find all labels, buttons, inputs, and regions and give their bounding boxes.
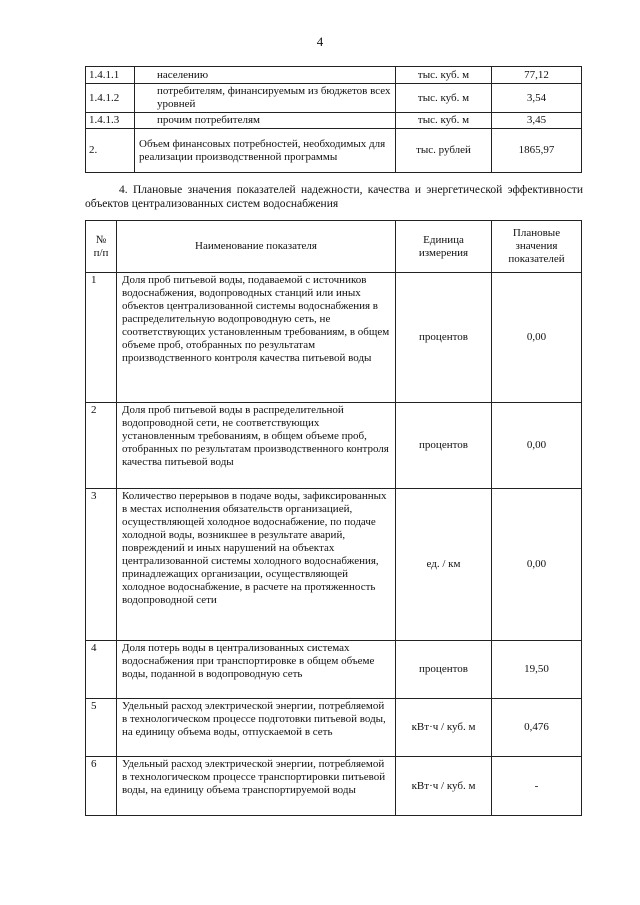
row-name: Доля потерь воды в централизованных системах водоснабжения при транспортировке в общем объеме воды, поданной в водопроводную сеть [117,641,396,699]
row-value: 3,54 [492,84,582,113]
row-unit: тыс. рублей [396,129,492,173]
row-unit: тыс. куб. м [396,84,492,113]
row-code: 2. [86,129,135,173]
row-value: 3,45 [492,113,582,129]
row-unit: тыс. куб. м [396,67,492,84]
table-row [86,84,582,113]
row-unit: кВт·ч / куб. м [396,699,492,757]
row-unit: ед. / км [396,489,492,641]
header-value: Плановые значения показателей [492,221,582,273]
section-heading: 4. Плановые значения показателей надежности, качества и энергетической эффективности объектов централизованных систем водоснабжения [85,184,583,210]
row-code: 1.4.1.2 [86,84,135,113]
row-unit: кВт·ч / куб. м [396,757,492,816]
row-name: населению [135,67,396,84]
row-num: 4 [86,641,117,699]
row-num: 3 [86,489,117,641]
table-row [86,273,582,403]
header-unit: Единица измерения [396,221,492,273]
row-name: Объем финансовых потребностей, необходимых для реализации производственной программы [135,129,396,173]
row-unit: процентов [396,641,492,699]
row-value: 77,12 [492,67,582,84]
table-row [86,699,582,757]
row-num: 6 [86,757,117,816]
row-num: 1 [86,273,117,403]
row-value: - [492,757,582,816]
table-row [86,403,582,489]
table-row [86,757,582,816]
row-unit: тыс. куб. м [396,113,492,129]
table-row [86,129,582,173]
table-header-row [86,221,582,273]
row-num: 2 [86,403,117,489]
row-value: 0,00 [492,403,582,489]
row-num: 5 [86,699,117,757]
row-name: Доля проб питьевой воды, подаваемой с источников водоснабжения, водопроводных станций или иных объектов централизованной системы водоснабжения в распределительную водопроводную сеть, не соответствующих установленным требованиям, в общем объеме проб, отобранных по результатам производственного контроля качества питьевой воды [117,273,396,403]
row-name: Количество перерывов в подаче воды, зафиксированных в местах исполнения обязательств организацией, осуществляющей холодное водоснабжение, по подаче холодной воды, возникшее в результате аварий, повреждений и иных нарушений на объектах централизованной системы холодного водоснабжения, принадлежащих организации, осуществляющей холодное водоснабжение, в расчете на протяженность водопроводной сети [117,489,396,641]
row-value: 0,00 [492,489,582,641]
row-name: потребителям, финансируемым из бюджетов всех уровней [135,84,396,113]
table-row [86,113,582,129]
continuation-table [85,66,582,173]
table-row [86,641,582,699]
header-name: Наименование показателя [117,221,396,273]
page-number: 4 [316,34,324,49]
row-name: Удельный расход электрической энергии, потребляемой в технологическом процессе подготовки питьевой воды, на единицу объема воды, отпускаемой в сеть [117,699,396,757]
row-value: 1865,97 [492,129,582,173]
row-value: 19,50 [492,641,582,699]
indicators-table [85,220,582,816]
row-code: 1.4.1.3 [86,113,135,129]
row-unit: процентов [396,273,492,403]
row-name: Доля проб питьевой воды в распределительной водопроводной сети, не соответствующих установленным требованиям, в общем объеме проб, отобранных по результатам производственного контроля качества питьевой воды [117,403,396,489]
table-row [86,489,582,641]
table-row [86,67,582,84]
row-name: Удельный расход электрической энергии, потребляемой в технологическом процессе транспортировки питьевой воды, на единицу объема транспортируемой воды [117,757,396,816]
row-code: 1.4.1.1 [86,67,135,84]
row-value: 0,476 [492,699,582,757]
row-unit: процентов [396,403,492,489]
header-num: № п/п [86,221,117,273]
row-name: прочим потребителям [135,113,396,129]
row-value: 0,00 [492,273,582,403]
